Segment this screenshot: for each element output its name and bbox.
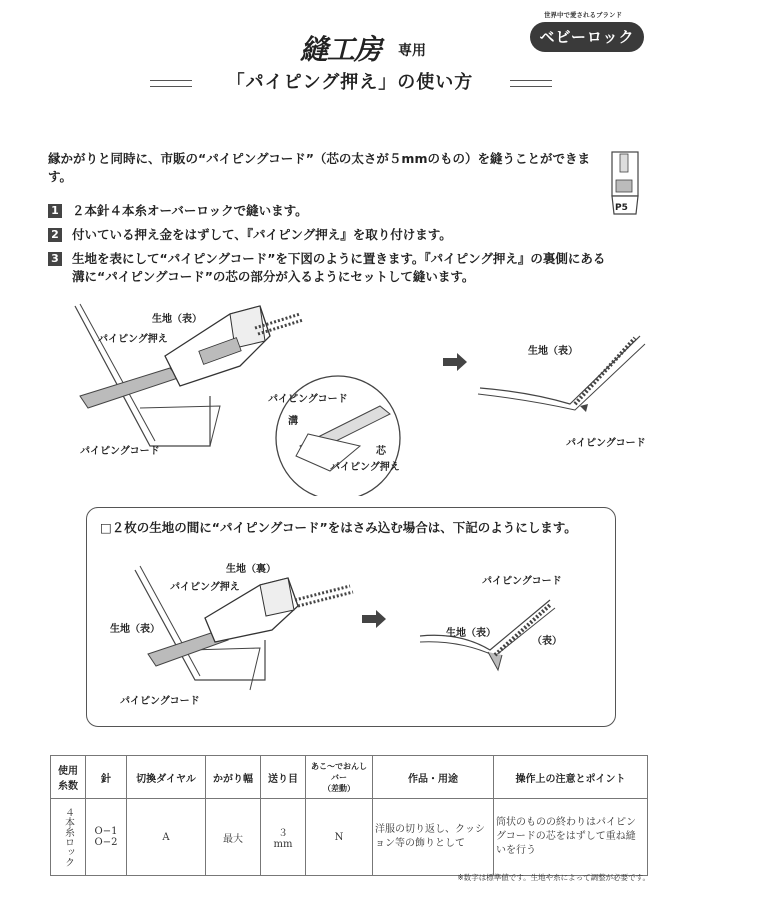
label-result-cord: パイピングコード [566,438,646,449]
brand-suffix: 専用 [398,43,426,59]
label-detail-foot: パイピング押え [330,462,400,473]
box-heading: □２枚の生地の間に“パイピングコード”をはさみ込む場合は、下記のようにします。 [100,520,577,535]
intro-text: 縁かがりと同時に、市販の“パイピングコード”（芯の太さが５mmのもの）を縫うことができます。 [48,151,590,184]
label-piping-foot: パイピング押え [98,334,168,345]
table-header-row [51,756,648,799]
cell-threads [51,799,86,876]
threads-value: ４本糸ロック [62,807,74,867]
step-2 [48,226,668,244]
label-box-result-fabric: 生地（表） [446,628,496,639]
page-title: 「パイピング押え」の使い方 [226,72,474,93]
label-box-result-cord: パイピングコード [482,576,562,587]
cell-dial: A [127,799,206,876]
col-differential: あこ〜でおんしバー （差動） [306,756,373,799]
cell-differential: N [306,799,373,876]
footnote: ※数字は標準値です。生地や糸によって調整が必要です。 [457,873,650,882]
col-threads: 使用 糸数 [51,756,86,799]
step-number: 1 [48,204,62,218]
label-box-result-front: （表） [532,636,562,647]
label-piping-cord: パイピングコード [80,446,160,457]
step-number: 2 [48,228,62,242]
brand-name: 縫工房 [300,33,382,66]
steps-list [48,202,668,292]
label-fabric-back: 生地（裏） [226,564,276,575]
col-notes: 操作上の注意とポイント [494,756,648,799]
cell-feed: ３ mm [261,799,306,876]
label-detail-core: 芯 [376,446,386,457]
title-rule-right [510,80,552,87]
logo [530,10,646,56]
label-box-fabric-front: 生地（表） [110,624,160,635]
logo-tagline: 世界中で愛されるブランド [544,11,622,19]
col-width: かがり幅 [206,756,261,799]
foot-icon-label: P5 [615,203,628,213]
table-row [51,799,648,876]
settings-table [50,755,648,876]
cell-needle: O−1 O−2 [86,799,127,876]
label-result-fabric: 生地（表） [528,346,578,357]
logo-text: ベビーロック [530,22,644,52]
cell-width: 最大 [206,799,261,876]
label-box-cord: パイピングコード [120,696,200,707]
col-usage: 作品・用途 [373,756,494,799]
label-detail-cord: パイピングコード [268,394,348,405]
label-box-foot: パイピング押え [170,582,240,593]
col-feed: 送り目 [261,756,306,799]
step-number: 3 [48,252,62,266]
col-dial: 切換ダイヤル [127,756,206,799]
cell-usage: 洋服の切り返し、クッション等の飾りとして [373,799,494,876]
step-text: ２本針４本糸オーバーロックで縫います。 [72,203,308,218]
step-1 [48,202,668,220]
step-3 [48,250,668,286]
step-text: 付いている押え金をはずして、『パイピング押え』を取り付けます。 [72,227,452,242]
label-fabric-front: 生地（表） [152,314,202,325]
col-needle: 針 [86,756,127,799]
label-detail-groove: 溝 [288,416,298,427]
step-text: 生地を表にして“パイピングコード”を下図のように置きます。『パイピング押え』の裏側にある 溝に“パイピングコード”の芯の部分が入るようにセットして縫います。 [72,251,606,284]
cell-notes: 筒状のものの終わりはパイピングコードの芯をはずして重ね縫いを行う [494,799,648,876]
